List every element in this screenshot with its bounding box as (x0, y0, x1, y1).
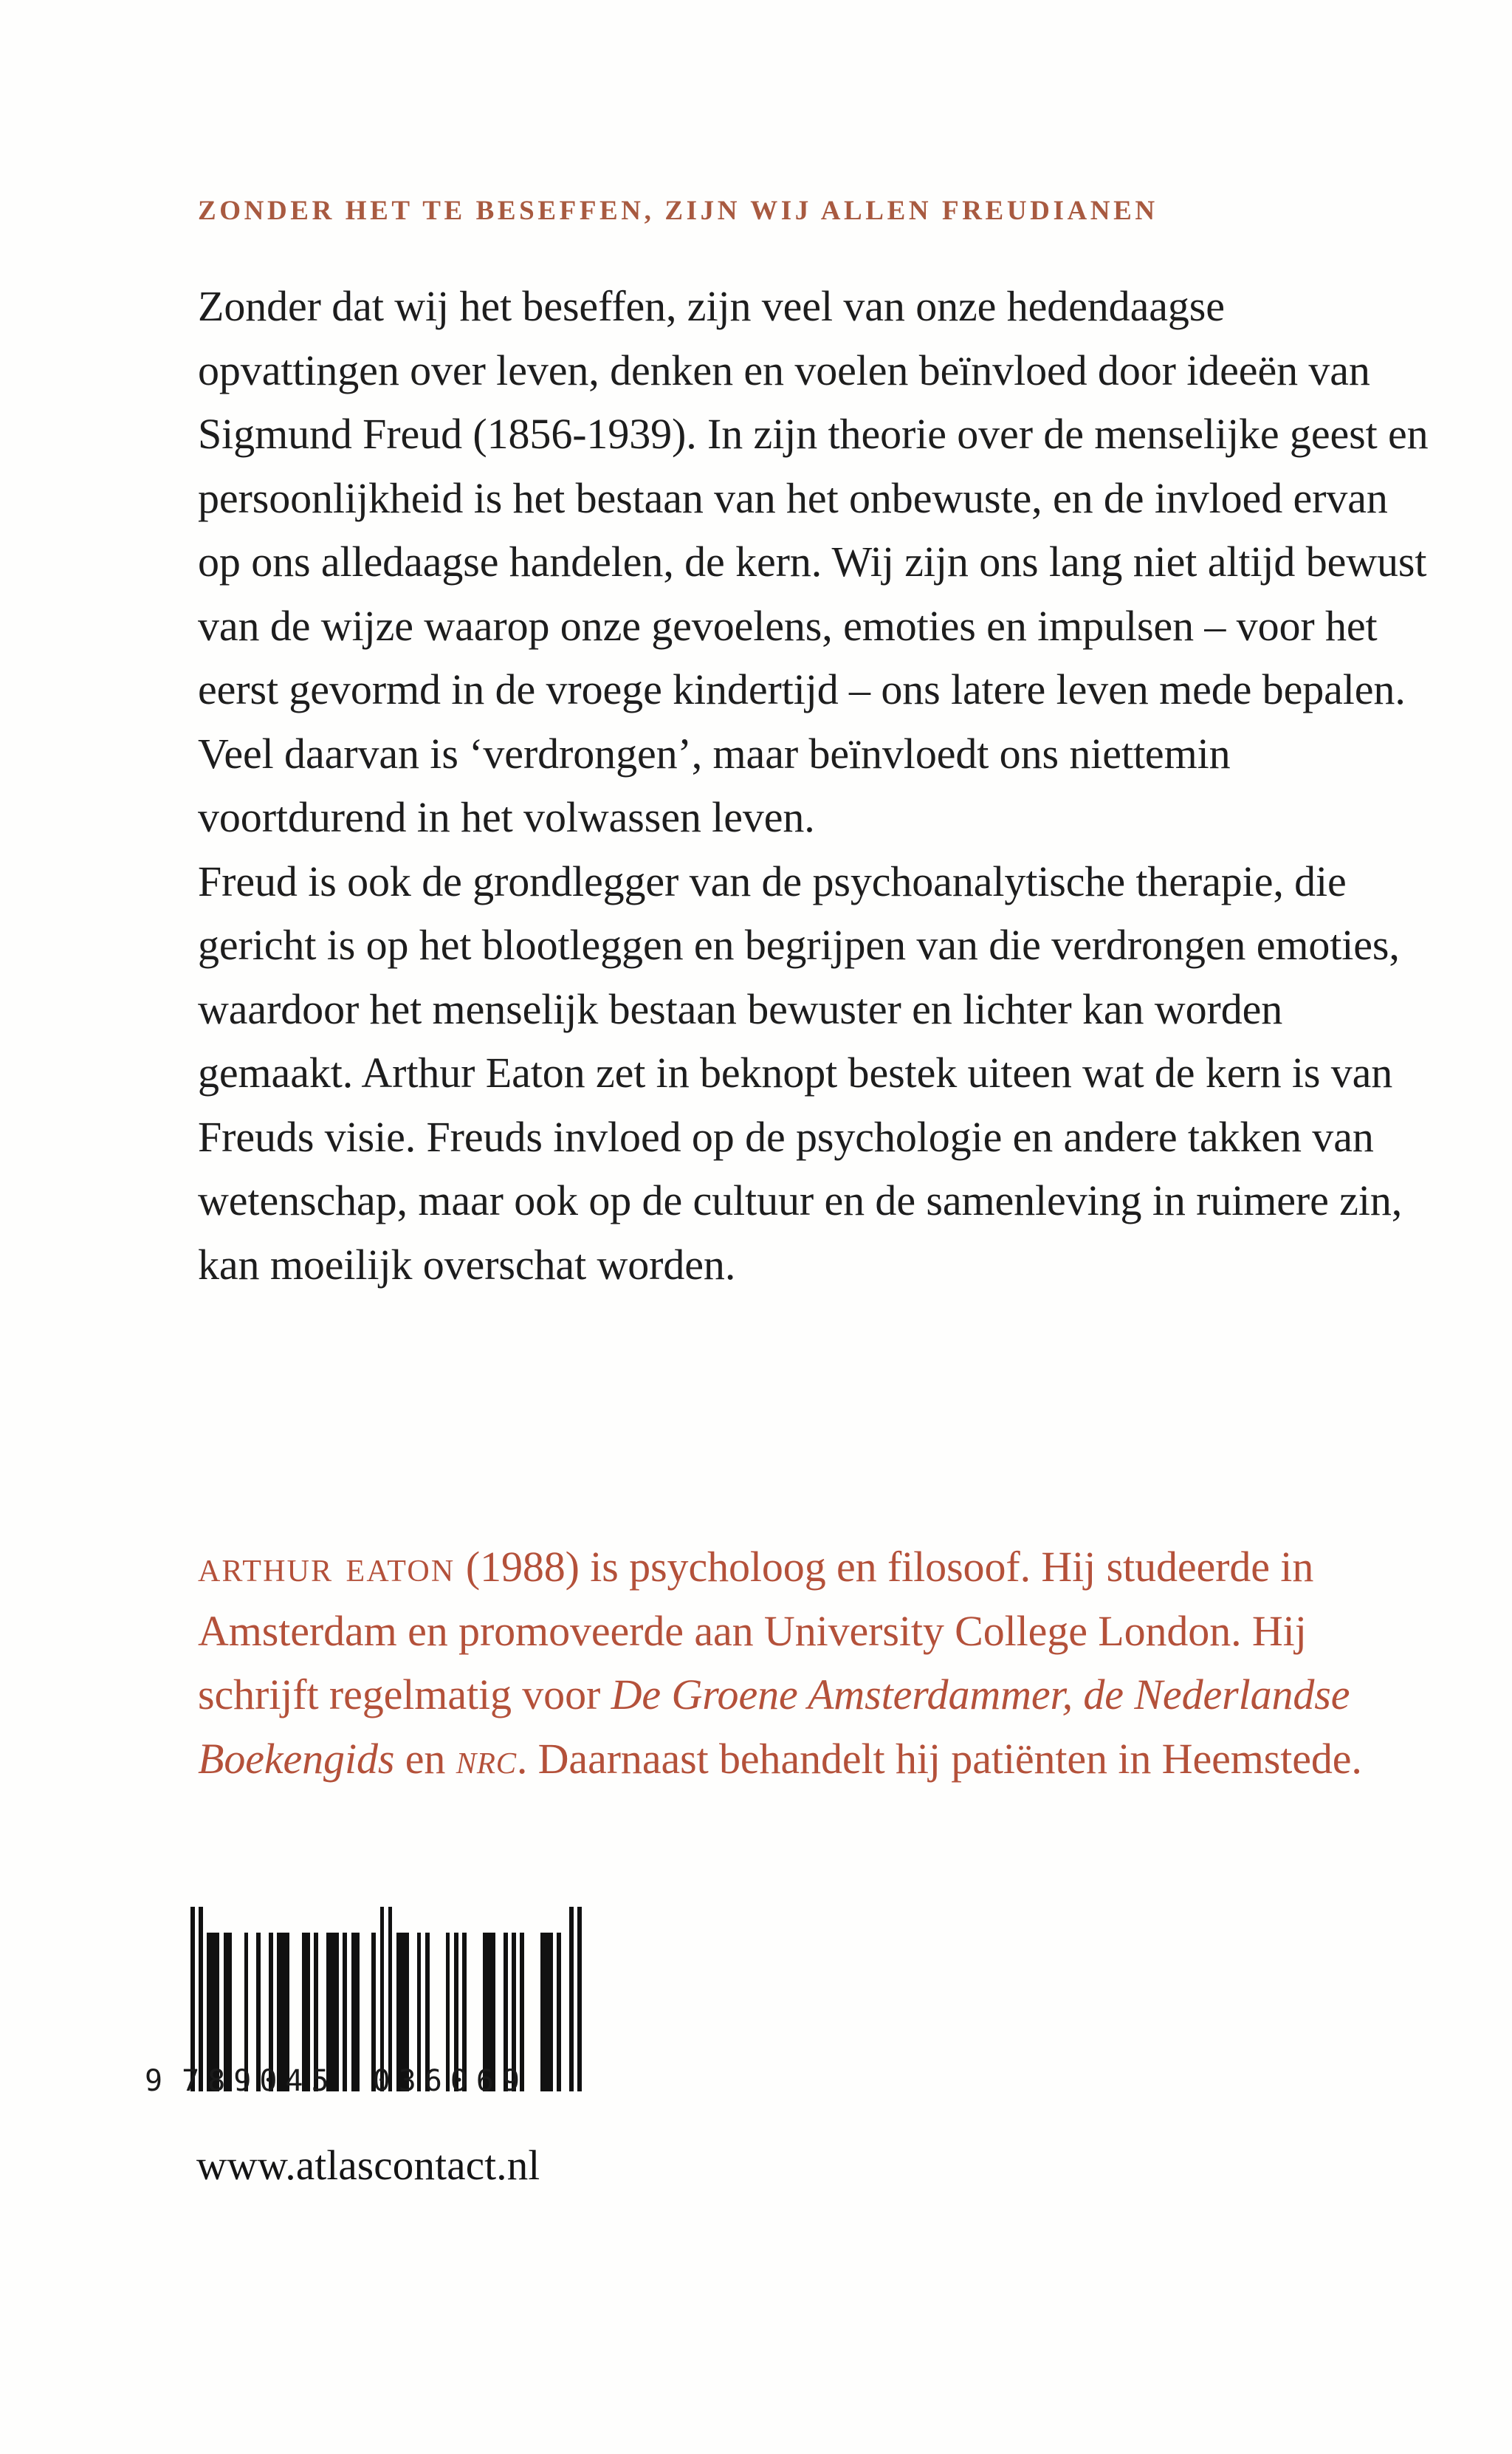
author-bio-block (198, 1535, 1432, 1791)
blurb-paragraph-2: Freud is ook de grondlegger van de psychoanalytische therapie, die gericht is op het blootleggen en begrijpen van die verdrongen emoties, waardoor het menselijk bestaan bewuster en lichter kan worden gemaakt. Arthur Eaton zet in beknopt bestek uiteen wat de kern is van Freuds visie. Freuds invloed op de psychologie en andere takken van wetenschap, maar ook op de cultuur en de samenleving in ruimere zin, kan moeilijk overschat worden. (198, 857, 1403, 1289)
cover-kicker-heading: ZONDER HET TE BESEFFEN, ZIJN WIJ ALLEN FREUDIANEN (198, 196, 1158, 226)
bio-segment-3: . Daarnaast behandelt hij patiënten in Heemstede. (516, 1734, 1362, 1783)
barcode-group-one: 789045 (182, 2064, 337, 2098)
blurb-text-block (198, 275, 1432, 1297)
author-name: arthur eaton (198, 1542, 456, 1591)
bio-segment-1: (1988) is psycholoog en filosoof. Hij studeerde in Amsterdam en promoveerde aan University College London. Hij schrijft regelmatig voor (198, 1543, 1314, 1718)
barcode-lead-digit: 9 (145, 2064, 163, 2098)
barcode-group-two: 036069 (372, 2064, 529, 2098)
bio-segment-2: en (394, 1734, 456, 1783)
barcode-digits (145, 2064, 558, 2098)
blurb-paragraph-1: Zonder dat wij het beseffen, zijn veel van onze hedendaagse opvattingen over leven, denken en voelen beïnvloed door ideeën van Sigmund Freud (1856-1939). In zijn theorie over de menselijke geest en persoonlijkheid is het bestaan van het onbewuste, en de invloed ervan op ons alledaagse handelen, de kern. Wij zijn ons lang niet altijd bewust van de wijze waarop onze gevoelens, emoties en impulsen – voor het eerst gevormd in de vroege kindertijd – ons latere leven mede bepalen. Veel daarvan is ‘verdrongen’, maar beïnvloedt ons niettemin voortdurend in het volwassen leven. (198, 282, 1429, 841)
author-bio-paragraph (198, 1535, 1432, 1791)
publication-name-2: nrc (456, 1734, 517, 1783)
publication-name-1: De Groene Amsterdammer, de Nederlandse Boekengids (198, 1670, 1350, 1783)
publisher-website[interactable]: www.atlascontact.nl (196, 2142, 540, 2189)
